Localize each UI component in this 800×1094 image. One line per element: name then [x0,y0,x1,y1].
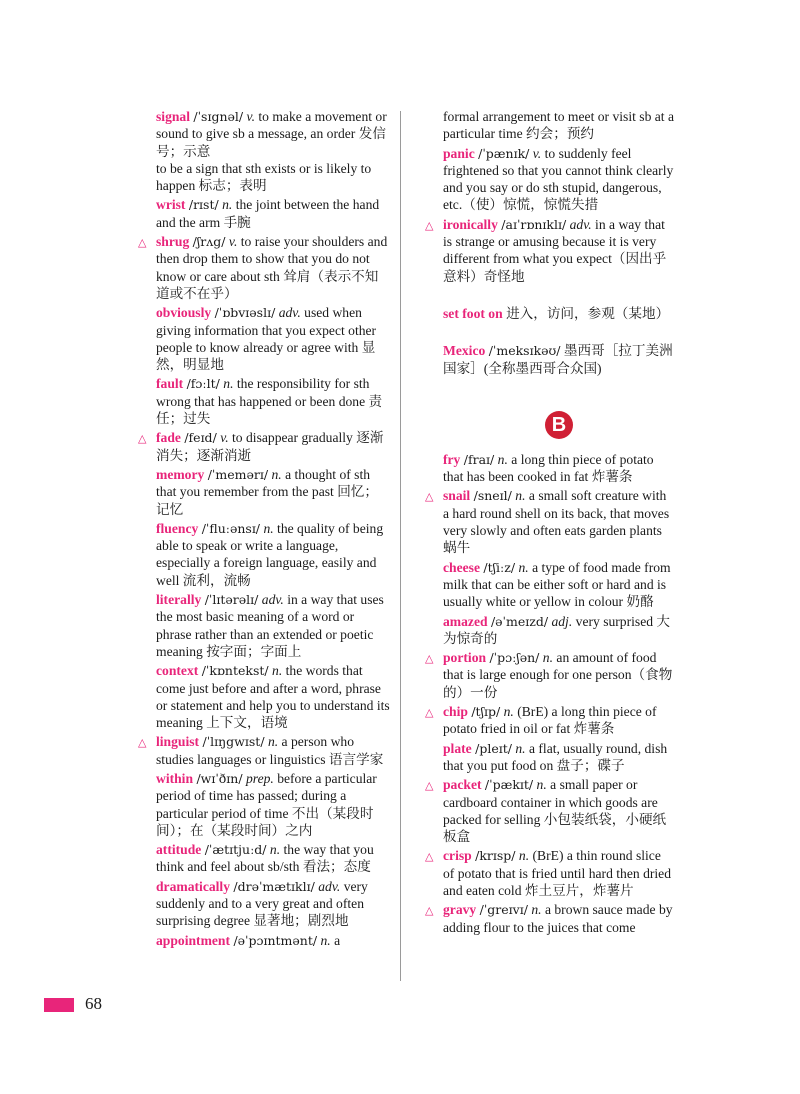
part-of-speech: n. [515,488,526,504]
phonetic: /ˈætɪtjuːd/ [204,842,267,858]
right-top-entries [425,108,675,377]
dictionary-entry [443,108,675,143]
dictionary-entry [156,841,390,876]
headword: literally [156,592,202,608]
phonetic: /ˈgreɪvɪ/ [479,902,528,918]
part-of-speech: n. [536,777,547,793]
phonetic: /əˈmeɪzd/ [490,613,549,629]
phonetic: /ˈlɪŋgwɪst/ [202,734,265,750]
definition: a small paper or cardboard container in which goods are packed for selling 小包装纸袋，小硬纸板盒 [443,777,667,845]
phonetic: /rɪst/ [188,197,219,213]
headword: fry [443,451,461,467]
definition: an amount of food that is large enough for one person（食物的）一份 [443,650,673,700]
dictionary-entry [156,591,390,660]
part-of-speech: n. [518,559,529,575]
triangle-icon: △ [425,850,434,864]
triangle-icon: △ [425,779,434,793]
definition: a long thin piece of potato that has been cooked in fat 炸薯条 [443,451,654,485]
definition: very suddenly and to a very great and often surprising degree 显著地；剧烈地 [156,878,368,929]
right-column [425,108,675,938]
dictionary-entry [425,216,675,285]
dictionary-entry [156,878,390,930]
dictionary-entry [443,305,675,322]
definition: 进入，访问，参观（某地） [506,305,670,321]
part-of-speech: v. [220,430,229,446]
triangle-icon: △ [138,432,147,446]
phonetic: /əˈpɔɪntmənt/ [233,932,318,948]
definition-continued: to be a sign that sth exists or is likely to happen 标志；表明 [156,160,372,194]
phonetic: /ˈkɒntekst/ [201,663,269,679]
phonetic: /tʃɪp/ [471,704,501,720]
part-of-speech: adj. [551,613,573,629]
phonetic: /ʃrʌg/ [192,234,226,250]
phonetic: /fɔːlt/ [186,376,220,392]
definition: to disappear gradually 逐渐消失；逐渐消逝 [156,430,384,463]
headword: set foot on [443,305,503,321]
definition: the way that you think and feel about sb/sth 看法；态度 [156,842,374,875]
headword: amazed [443,613,488,629]
right-bottom-entries [425,451,675,936]
part-of-speech: n. [542,650,553,666]
dictionary-entry [156,196,390,231]
definition: to raise your shoulders and then drop them to show that you do not know or care about sth 耸肩（表示不知道或不在乎） [156,234,388,301]
part-of-speech: adv. [569,216,592,232]
phonetic: /feɪd/ [184,430,217,446]
part-of-speech: adv. [318,878,341,894]
part-of-speech: n. [518,848,530,864]
phonetic: /pleɪt/ [475,740,512,756]
definition: the joint between the hand and the arm 手腕 [156,197,380,230]
phonetic: /ˈlɪtərəlɪ/ [204,592,259,608]
headword: plate [443,740,472,756]
dictionary-entry [156,932,390,949]
definition: a brown sauce made by adding flour to the juices that come [443,902,673,935]
definition: a thought of sth that you remember from the past 回忆；记忆 [156,466,378,517]
column-divider [400,111,401,981]
dictionary-entry [425,703,675,738]
headword: within [156,770,194,786]
phonetic: /ˈfluːənsɪ/ [201,520,261,536]
phonetic: /ˈɒbvɪəslɪ/ [214,305,276,321]
definition: used when giving information that you expect other people to know already or agree with 显然，明显地 [156,305,377,373]
headword: cheese [443,559,480,575]
definition: a small soft creature with a hard round shell on its back, that moves very slowly and often eats garden plants 蜗牛 [443,488,670,556]
dictionary-entry [138,429,390,464]
dictionary-entry [425,901,675,936]
triangle-icon: △ [425,904,434,918]
dictionary-entry [443,342,675,377]
part-of-speech: adv. [278,305,301,321]
definition: to make a movement or sound to give sb a message, an order 发信号；示意 [156,109,387,159]
headword: snail [443,488,471,504]
headword: attitude [156,842,202,858]
definition: a [334,932,341,948]
part-of-speech: n. [497,451,508,467]
part-of-speech: v. [228,234,238,250]
headword: obviously [156,305,212,321]
phonetic: /sneɪl/ [473,488,512,504]
part-of-speech: n. [320,932,331,948]
definition: very surprised 大为惊奇的 [443,613,671,646]
dictionary-entry [425,776,675,845]
dictionary-entry [443,145,675,214]
headword: dramatically [156,878,230,894]
definition: (BrE) a long thin piece of potato fried in oil or fat 炸薯条 [443,704,657,737]
definition: the responsibility for sth wrong that has happened or been done 责任；过失 [156,376,383,427]
dictionary-entry [443,559,675,611]
part-of-speech: n. [263,520,274,536]
dictionary-entry [425,649,675,701]
dictionary-entry [156,770,390,839]
definition: the quality of being able to speak or write a language, especially a foreign language, easily and well 流利，流畅 [156,520,384,588]
definition: in a way that is strange or amusing because it is very different from what you expect（因出乎意料）奇怪地 [443,216,667,284]
part-of-speech: n. [272,663,283,679]
dictionary-entry [138,733,390,768]
dictionary-entry [156,108,390,194]
page-number-bar [44,998,74,1012]
headword: memory [156,466,205,482]
headword: shrug [156,234,190,250]
part-of-speech: n. [269,842,281,858]
dictionary-entry [156,662,390,731]
section-letter-badge: B [545,411,573,439]
phonetic: /fraɪ/ [463,451,495,467]
definition: in a way that uses the most basic meaning of a word or phrase rather than an extended or poetic meaning 按字面；字面上 [156,592,384,659]
part-of-speech: n. [222,197,233,213]
definition: a person who studies languages or linguistics 语言学家 [156,734,384,767]
headword: panic [443,145,475,161]
part-of-speech: n. [267,734,279,750]
definition: before a particular period of time has passed; during a particular period of time 不出（某段时间）；在（某段时间）之内 [156,770,377,838]
headword: gravy [443,902,477,918]
headword: packet [443,777,482,793]
part-of-speech: n. [503,704,514,720]
phonetic: /wɪˈðɪn/ [196,770,243,786]
phonetic: /ˈpækɪt/ [484,777,534,793]
section-header [443,411,675,439]
phonetic: /tʃiːz/ [483,559,516,575]
phonetic: /ˈmeksɪkəʊ/ [488,343,561,359]
phonetic: /aɪˈrɒnɪklɪ/ [501,216,567,232]
headword: Mexico [443,343,486,359]
triangle-icon: △ [425,652,434,666]
triangle-icon: △ [425,490,434,504]
dictionary-entry [425,487,675,556]
headword: ironically [443,216,498,232]
phonetic: /ˈpænɪk/ [478,145,530,161]
definition: 墨西哥［拉丁美洲国家］(全称墨西哥合众国) [443,343,673,376]
phonetic: /ˈmemərɪ/ [207,466,269,482]
part-of-speech: prep. [245,770,274,786]
phonetic: /krɪsp/ [475,848,516,864]
headword: fade [156,430,181,446]
definition: a flat, usually round, dish that you put food on 盘子；碟子 [443,740,668,773]
page-number: 68 [85,994,102,1013]
dictionary-entry [156,520,390,589]
headword: portion [443,650,487,666]
part-of-speech: n. [271,466,282,482]
phonetic: /drəˈmætɪklɪ/ [233,878,315,894]
part-of-speech: n. [531,902,542,918]
dictionary-entry [443,451,675,486]
part-of-speech: n. [223,376,234,392]
headword: appointment [156,932,231,948]
headword: signal [156,109,190,124]
dictionary-entry [156,466,390,518]
definition: the words that come just before and after a word, phrase or statement and help you to understand its meaning 上下文，语境 [156,663,390,731]
triangle-icon: △ [138,736,147,750]
headword: linguist [156,734,200,750]
phonetic: /ˈpɔːʃən/ [489,650,540,666]
dictionary-entry [443,613,675,648]
definition: (BrE) a thin round slice of potato that is fried until hard then dried and eaten cold 炸土豆片，炸薯片 [443,848,672,898]
dictionary-entry [156,375,390,427]
part-of-speech: v. [532,145,542,161]
headword: fluency [156,520,199,536]
headword: fault [156,376,184,392]
dictionary-entry [443,740,675,775]
phonetic: /ˈsɪgnəl/ [193,109,244,124]
definition: to suddenly feel frightened so that you cannot think clearly and you say or do sth stupid, dangerous, etc.（使）惊慌，惊慌失措 [443,145,674,213]
headword: chip [443,704,468,720]
dictionary-entry [156,304,390,373]
dictionary-entry [138,233,390,302]
definition: formal arrangement to meet or visit sb at a particular time 约会；预约 [443,109,675,142]
headword: context [156,663,199,679]
triangle-icon: △ [425,706,434,720]
part-of-speech: v. [246,109,255,124]
headword: crisp [443,848,472,864]
dictionary-entry [425,847,675,899]
part-of-speech: n. [515,740,526,756]
triangle-icon: △ [425,218,434,232]
part-of-speech: adv. [261,592,284,608]
definition: a type of food made from milk that can be either soft or hard and is usually white or yellow in colour 奶酪 [443,559,671,610]
left-column [138,108,390,951]
triangle-icon: △ [138,236,147,250]
headword: wrist [156,197,186,213]
